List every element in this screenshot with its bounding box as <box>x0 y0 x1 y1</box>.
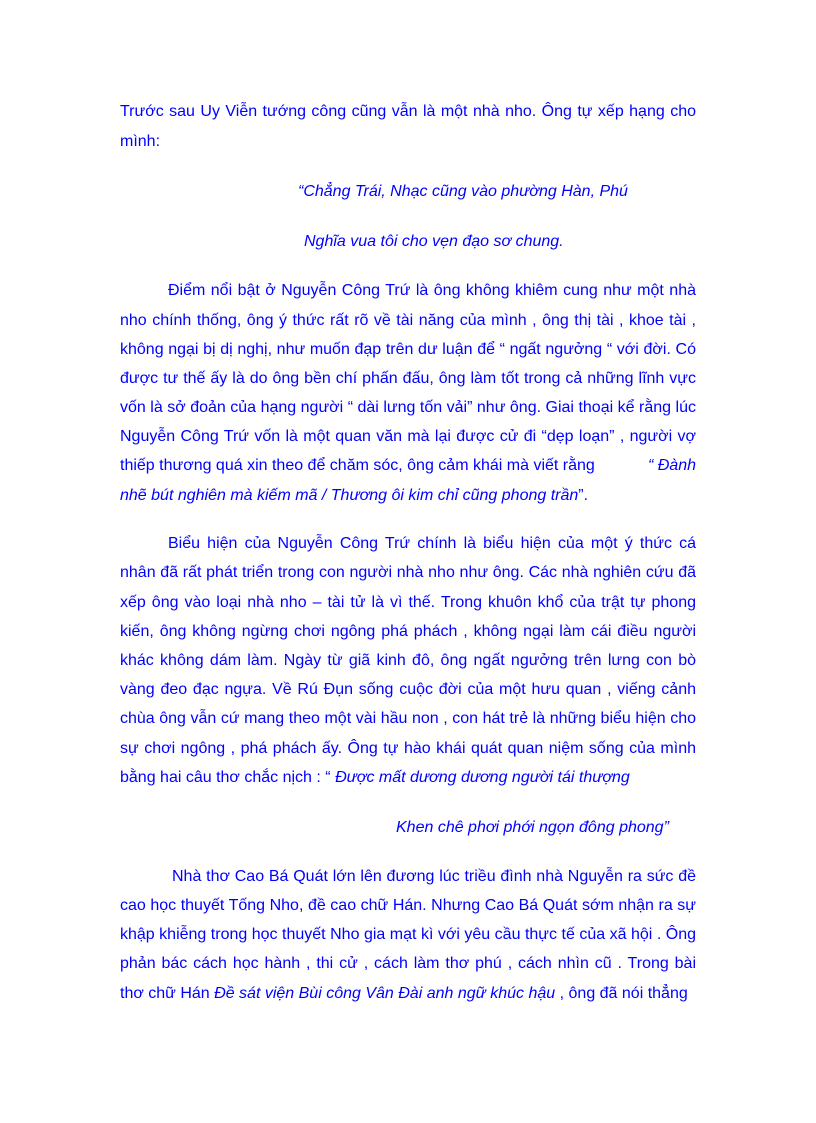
text-line: không ngại bị dị nghị, như muốn đạp trên dư luận để “ ngất ngưởng “ với đời. Có <box>120 341 696 358</box>
text-span: thiếp thương quá xin theo để chăm sóc, ông cảm khái mà viết rằng <box>120 457 595 474</box>
text-line: khác không dám làm. Ngày từ giã kinh đô, ông ngất ngưởng trên lưng con bò <box>120 652 696 669</box>
text-line: Trước sau Uy Viễn tướng công cũng vẫn là một nhà nho. Ông tự xếp hạng cho <box>120 103 696 120</box>
quote-span: Được mất dương dương người tái thượng <box>335 769 630 786</box>
text-line: Biểu hiện của Nguyễn Công Trứ chính là biểu hiện của một ý thức cá <box>168 535 696 552</box>
verse-line: “Chẳng Trái, Nhạc cũng vào phường Hàn, Phú <box>298 183 628 200</box>
text-line: sự chơi ngông , phá phách ấy. Ông tự hào khái quát quan niệm sống của mình <box>120 740 696 757</box>
text-span: , ông đã nói thẳng <box>559 985 688 1002</box>
text-line: Nguyễn Công Trứ vốn là một quan văn mà lại được cử đi “dẹp loạn” , người vợ <box>120 428 696 445</box>
text-line <box>120 768 696 788</box>
text-line: cao học thuyết Tống Nho, đề cao chữ Hán. Nhưng Cao Bá Quát sớm nhận ra sự <box>120 897 696 914</box>
text-line: mình: <box>120 133 161 150</box>
text-span: ”. <box>578 487 589 504</box>
text-span: thơ chữ Hán <box>120 985 210 1002</box>
work-title-span: Đề sát viện Bùi công Vân Đài anh ngữ khúc hậu <box>214 985 556 1002</box>
text-line: nho chính thống, ông ý thức rất rõ về tài năng của mình , ông thị tài , khoe tài , <box>120 312 696 329</box>
text-line: nhân đã rất phát triển trong con người nhà nho như ông. Các nhà nghiên cứu đã <box>120 564 696 581</box>
text-line: Nhà thơ Cao Bá Quát lớn lên đương lúc triều đình nhà Nguyễn ra sức đề <box>172 868 696 885</box>
text-span: bằng hai câu thơ chắc nịch : “ <box>120 769 331 786</box>
text-line: khập khiễng trong học thuyết Nho gia mạt kì với yêu cầu thực tế của xã hội . Ông <box>120 926 696 943</box>
quote-span: “ Đành <box>647 457 696 474</box>
text-line: được tư thế ấy là do ông bền chí phấn đấu, ông làm tốt trong cả những lĩnh vực <box>120 370 696 387</box>
quote-span: nhẽ bút nghiên mà kiếm mã / Thương ôi kim chỉ cũng phong trần <box>120 487 579 504</box>
text-line: vốn là sở đoản của hạng người “ dài lưng tốn vải” như ông. Giai thoại kể rằng lúc <box>120 399 696 416</box>
text-line: Điểm nổi bật ở Nguyễn Công Trứ là ông không khiêm cung như một nhà <box>168 282 696 299</box>
text-line: kiến, ông không ngừng chơi ngông phá phách , không ngại làm cái điều người <box>120 623 696 640</box>
text-line: xếp ông vào loại nhà nho – tài tử là vì thế. Trong khuôn khổ của trật tự phong <box>120 594 696 611</box>
verse-line: Nghĩa vua tôi cho vẹn đạo sơ chung. <box>304 233 564 250</box>
text-line <box>120 486 696 506</box>
text-line: chùa ông vẫn cứ mang theo một vài hầu non , con hát trẻ là những biểu hiện cho <box>120 710 696 727</box>
text-line <box>120 984 696 1004</box>
verse-line: Khen chê phơi phới ngọn đông phong” <box>396 819 669 836</box>
text-line: phản bác cách học hành , thi cử , cách làm thơ phú , cách nhìn cũ . Trong bài <box>120 955 696 972</box>
text-line: vàng đeo đạc ngựa. Về Rú Đụn sống cuộc đời của một hưu quan , viếng cảnh <box>120 681 696 698</box>
text-line <box>120 456 696 476</box>
